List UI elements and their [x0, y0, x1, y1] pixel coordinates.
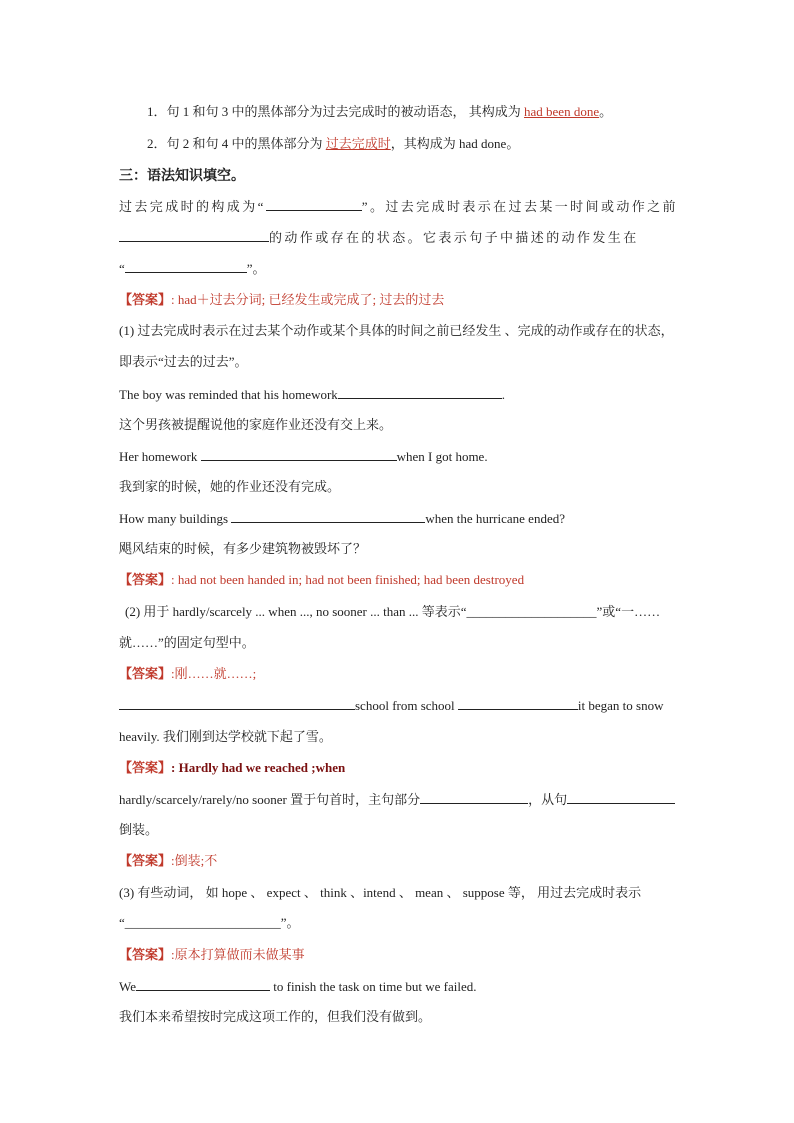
fill-line-3-open: “ [119, 261, 125, 276]
answer-2-text: : had not been handed in; had not been finished; had been destroyed [171, 572, 525, 587]
point-2-term: 过去完成时 [325, 136, 391, 151]
example-2-zh: 我到家的时候，她的作业还没有完成。 [119, 479, 341, 494]
answer-label: 【答案】 [119, 947, 172, 962]
answer-label: 【答案】 [119, 572, 172, 587]
example-2-en [119, 448, 488, 465]
answer-label: 【答案】 [119, 666, 172, 681]
blank-time[interactable] [125, 260, 247, 273]
blank-sub-clause[interactable] [567, 791, 675, 804]
point-2 [147, 136, 519, 152]
example-5-en [119, 978, 477, 995]
fill-line-1-end: ”。过去完成时表示在过去某一时间或动作之前 [361, 199, 678, 214]
section-title: 三：语法知识填空。 [119, 167, 245, 183]
fill-line-1-start: 过去完成时的构成为“ [119, 199, 266, 214]
example-4-middle: school from school [355, 698, 455, 713]
example-1-end: . [501, 387, 506, 402]
example-5-end: to finish the task on time but we failed. [273, 979, 477, 994]
usage-2-line-1 [125, 604, 660, 620]
answer-2 [119, 572, 524, 588]
blank-ex1[interactable] [338, 386, 502, 399]
usage-1-line-2: 即表示“过去的过去”。 [119, 354, 248, 369]
example-4-zh: heavily. 我们刚到达学校就下起了雪。 [119, 729, 332, 744]
answer-label: 【答案】 [119, 853, 172, 868]
blank-ex4-main[interactable] [119, 697, 355, 710]
point-1-suffix: 。 [599, 104, 613, 119]
answer-4-text: : Hardly had we reached ;when [171, 760, 346, 775]
example-3-end: when the hurricane ended? [425, 511, 565, 526]
answer-1-text: : had＋过去分词; 已经发生或完成了; 过去的过去 [171, 292, 445, 307]
inversion-middle: ，从句 [528, 792, 568, 807]
example-5-zh: 我们本来希望按时完成这项工作的，但我们没有做到。 [119, 1009, 432, 1024]
example-1-start: The boy was reminded that his homework [119, 387, 338, 402]
point-2-text: 2．句 2 和句 4 中的黑体部分为 [147, 136, 326, 151]
example-4-end: it began to snow [577, 698, 664, 713]
example-3-start: How many buildings [119, 511, 232, 526]
usage-3-open: “ [119, 915, 125, 930]
inversion-start: hardly/scarcely/rarely/no sooner 置于句首时，主句部分 [119, 792, 421, 807]
blank-main-clause[interactable] [420, 791, 528, 804]
point-1-text: 1．句 1 和句 3 中的黑体部分为过去完成时的被动语态， 其构成为 [147, 104, 525, 119]
usage-2-line-2: 就……”的固定句型中。 [119, 635, 255, 650]
usage-2-blank[interactable]: ____________________ [466, 604, 597, 619]
answer-4 [119, 760, 345, 776]
inversion-line-1 [119, 791, 675, 808]
blank-ex2[interactable] [201, 448, 397, 461]
example-2-end: when I got home. [396, 449, 488, 464]
answer-label: 【答案】 [119, 292, 172, 307]
fill-line-2-text: 的动作或存在的状态。它表示句子中描述的动作发生在 [269, 230, 639, 245]
example-3-en [119, 510, 565, 527]
answer-3 [119, 666, 256, 682]
fill-line-3-close: ”。 [246, 261, 266, 276]
example-4-en [119, 697, 663, 714]
usage-1-line-1: (1) 过去完成时表示在过去某个动作或某个具体的时间之前已经发生 、完成的动作或存在的状态， [119, 323, 674, 338]
answer-1 [119, 292, 444, 308]
usage-3-close: ”。 [280, 915, 300, 930]
usage-2-start: (2) 用于 hardly/scarcely ... when ..., no sooner ... than ... 等表示“ [125, 604, 467, 619]
usage-2-end: ”或“一…… [596, 604, 661, 619]
usage-3-line-1: (3) 有些动词， 如 hope 、 expect 、 think 、intend 、 mean 、 suppose 等， 用过去完成时表示 [119, 885, 642, 900]
point-1-formula: had been done [524, 104, 600, 119]
answer-6 [119, 947, 305, 963]
example-1-en [119, 386, 505, 403]
blank-ex3[interactable] [231, 510, 425, 523]
answer-6-text: :原本打算做而未做某事 [171, 947, 305, 962]
blank-action[interactable] [119, 229, 269, 242]
example-1-zh: 这个男孩被提醒说他的家庭作业还没有交上来。 [119, 417, 393, 432]
answer-5 [119, 853, 217, 869]
usage-3-blank[interactable]: ________________________ [124, 915, 281, 930]
blank-structure[interactable] [266, 198, 362, 211]
answer-3-text: :刚……就……; [171, 666, 257, 681]
point-2-suffix: ，其构成为 had done。 [390, 136, 520, 151]
answer-5-text: :倒装;不 [171, 853, 218, 868]
example-3-zh: 飓风结束的时候，有多少建筑物被毁坏了？ [119, 541, 367, 556]
example-2-start: Her homework [119, 449, 201, 464]
blank-ex5[interactable] [136, 978, 270, 991]
fill-line-1 [119, 198, 678, 215]
point-1 [147, 104, 612, 120]
fill-line-3 [119, 260, 266, 277]
example-5-start: We [119, 979, 136, 994]
answer-label: 【答案】 [119, 760, 172, 775]
fill-line-2 [119, 229, 639, 246]
blank-ex4-clause[interactable] [458, 697, 578, 710]
inversion-line-2: 倒装。 [119, 822, 159, 837]
usage-3-line-2 [119, 915, 300, 931]
